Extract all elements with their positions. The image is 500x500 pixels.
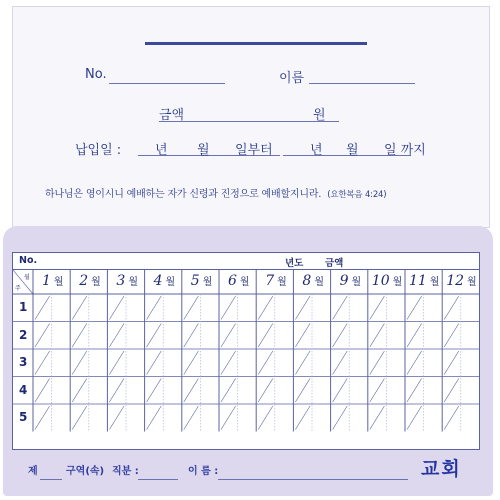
grid-cell-slash <box>295 351 310 375</box>
church-label: 교회 <box>421 458 462 480</box>
grid-cell-slash <box>147 379 162 403</box>
month-suffix: 월 <box>351 277 362 288</box>
month-until-label: 월 <box>346 143 359 158</box>
grid-cell-slash <box>221 379 236 403</box>
grid-cell-slash <box>444 296 459 320</box>
grid-cell-slash <box>444 324 459 348</box>
je-field[interactable] <box>40 479 62 480</box>
name-field-footer[interactable] <box>218 479 408 480</box>
grid-cell-slash <box>221 351 236 375</box>
month-label <box>302 273 324 289</box>
payment-date-label: 납입일 : <box>75 143 122 158</box>
title-bar-line <box>145 42 367 45</box>
grid-cell-slash <box>444 379 459 403</box>
amount-label: 금액 <box>159 108 185 123</box>
corner-week-label: 주 <box>15 285 21 292</box>
grid-cell-slash <box>333 296 348 320</box>
grid-cell-slash <box>258 324 273 348</box>
week-number: 4 <box>19 382 28 397</box>
grid-cell-slash <box>221 324 236 348</box>
grid-cell-slash <box>35 379 50 403</box>
grid-cell-slash <box>109 406 124 430</box>
verse-text: 하나님은 영이시니 예배하는 자가 신령과 진정으로 예배할지니라. <box>45 189 322 200</box>
month-suffix: 월 <box>467 277 477 288</box>
month-label <box>409 273 440 289</box>
grid-cell-slash <box>370 379 385 403</box>
grid-cell-slash <box>35 296 50 320</box>
grid-cell-slash <box>444 406 459 430</box>
grid-cell-slash <box>109 379 124 403</box>
grid-cell-slash <box>407 406 422 430</box>
grid-cell-slash <box>258 379 273 403</box>
grid-cell-slash <box>147 324 162 348</box>
grid-cell-slash <box>258 406 273 430</box>
card-amount-label: 금액 <box>325 258 344 269</box>
bible-verse <box>45 185 386 200</box>
month-number: 8 <box>302 273 312 289</box>
day-until-label: 일 까지 <box>384 143 426 158</box>
grid-cell-slash <box>258 296 273 320</box>
day-from-label: 일부터 <box>235 143 273 158</box>
month-number: 11 <box>409 273 427 289</box>
grid-cell-slash <box>407 296 422 320</box>
footer-je: 제 <box>28 466 38 477</box>
month-label <box>42 273 64 289</box>
name-field[interactable] <box>309 83 415 84</box>
month-number: 6 <box>228 273 237 289</box>
month-suffix: 월 <box>91 277 101 288</box>
month-number: 3 <box>116 273 126 289</box>
grid-cell-slash <box>109 296 124 320</box>
grid-cell-slash <box>333 324 348 348</box>
grid-cell-slash <box>184 296 199 320</box>
amount-field[interactable] <box>159 121 339 122</box>
grid-cell-slash <box>333 406 348 430</box>
grid-cell-slash <box>72 324 87 348</box>
no-field[interactable] <box>109 83 225 84</box>
grid-cell-slash <box>295 406 310 430</box>
month-label <box>154 273 176 289</box>
grid-cell-slash <box>72 379 87 403</box>
month-label <box>340 273 362 289</box>
month-number: 4 <box>153 273 163 289</box>
grid-cell-slash <box>370 296 385 320</box>
grid-cell-slash <box>370 351 385 375</box>
month-label <box>446 273 477 289</box>
grid-cell-slash <box>370 406 385 430</box>
grid-cell-slash <box>333 379 348 403</box>
card-year-label: 년도 <box>285 258 304 269</box>
grid-cell-slash <box>333 351 348 375</box>
grid-cell-slash <box>35 406 50 430</box>
payment-grid <box>13 270 479 448</box>
grid-cell-slash <box>147 296 162 320</box>
grid-cell-slash <box>109 324 124 348</box>
month-from-label: 월 <box>197 143 210 158</box>
month-label <box>116 273 138 289</box>
week-number: 5 <box>19 410 28 424</box>
month-suffix: 월 <box>277 277 287 288</box>
month-suffix: 월 <box>202 277 213 288</box>
grid-cell-slash <box>221 296 236 320</box>
no-label: No. <box>85 67 107 82</box>
grid-cell-slash <box>72 296 87 320</box>
week-number: 1 <box>19 300 28 314</box>
footer-name: 이 름 : <box>188 466 219 477</box>
grid-cell-slash <box>407 379 422 403</box>
year-from-label: 년 <box>155 143 168 158</box>
month-suffix: 월 <box>165 277 176 288</box>
won-label: 원 <box>313 108 326 123</box>
month-suffix: 월 <box>429 277 440 288</box>
month-suffix: 월 <box>53 277 64 288</box>
grid-cell-slash <box>184 379 199 403</box>
position-field[interactable] <box>138 479 178 480</box>
month-number: 2 <box>79 273 89 289</box>
grid-cell-slash <box>295 379 310 403</box>
grid-cell-slash <box>444 351 459 375</box>
verse-reference: (요한복음 4:24) <box>327 190 387 200</box>
week-number: 3 <box>19 355 28 369</box>
grid-cell-slash <box>295 324 310 348</box>
grid-cell-slash <box>147 351 162 375</box>
month-label <box>79 273 101 289</box>
grid-cell-slash <box>295 296 310 320</box>
month-number: 10 <box>371 273 390 289</box>
grid-cell-slash <box>35 351 50 375</box>
month-label <box>265 273 287 289</box>
month-label <box>228 273 250 289</box>
footer-district: 구역(속) <box>66 466 105 477</box>
month-number: 7 <box>265 273 275 289</box>
month-suffix: 월 <box>128 277 138 288</box>
grid-cell-slash <box>184 351 199 375</box>
grid-cell-slash <box>109 351 124 375</box>
grid-cell-slash <box>184 324 199 348</box>
grid-cell-slash <box>147 406 162 430</box>
month-number: 1 <box>42 273 51 289</box>
grid-cell-slash <box>221 406 236 430</box>
grid-cell-slash <box>72 406 87 430</box>
grid-cell-slash <box>407 351 422 375</box>
month-number: 9 <box>339 273 349 289</box>
grid-cell-slash <box>258 351 273 375</box>
month-number: 5 <box>190 273 200 289</box>
card-no-label: No. <box>19 255 38 266</box>
grid-cell-slash <box>35 324 50 348</box>
month-number: 12 <box>446 273 465 289</box>
grid-cell-slash <box>407 324 422 348</box>
month-label <box>372 273 403 289</box>
offering-record-card <box>12 252 480 450</box>
name-label: 이름 <box>279 71 305 86</box>
month-suffix: 월 <box>392 277 403 288</box>
grid-cell-slash <box>184 406 199 430</box>
grid-cell-slash <box>370 324 385 348</box>
month-label <box>191 273 213 289</box>
month-suffix: 월 <box>314 277 324 288</box>
grid-cell-slash <box>72 351 87 375</box>
month-suffix: 월 <box>239 277 250 288</box>
footer-position: 직분 : <box>112 466 139 477</box>
year-until-label: 년 <box>310 143 323 158</box>
week-number: 2 <box>19 327 28 342</box>
corner-month-label: 월 <box>24 274 30 281</box>
card-header <box>13 253 479 270</box>
envelope-flap <box>12 6 490 228</box>
